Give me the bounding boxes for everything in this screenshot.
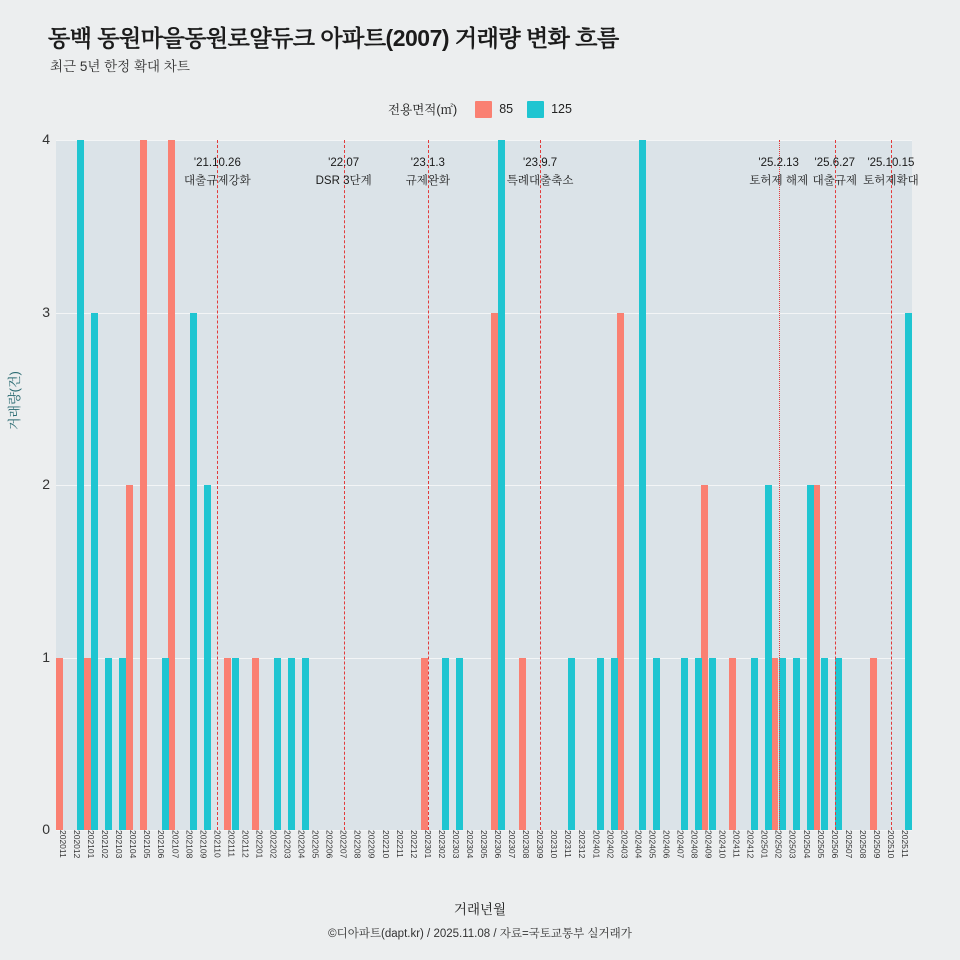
bar[interactable] — [617, 313, 624, 831]
event-line — [835, 140, 836, 830]
event-label-text: 특례대출축소 — [506, 174, 574, 187]
bar[interactable] — [421, 658, 428, 831]
bar[interactable] — [695, 658, 702, 831]
bar[interactable] — [765, 485, 772, 830]
x-tick-label: 202506 — [829, 830, 840, 859]
bar[interactable] — [105, 658, 112, 831]
x-tick-label: 202204 — [296, 830, 307, 859]
bar[interactable] — [498, 140, 505, 830]
legend-swatch-125 — [527, 101, 544, 118]
x-tick-label: 202508 — [857, 830, 868, 859]
event-line — [891, 140, 892, 830]
bar[interactable] — [611, 658, 618, 831]
x-tick-label: 202206 — [324, 830, 335, 859]
bar[interactable] — [84, 658, 91, 831]
legend-item-85[interactable] — [475, 101, 513, 118]
x-tick-label: 202205 — [310, 830, 321, 859]
x-tick-label: 202104 — [128, 830, 139, 859]
event-date: '25.10.15 — [867, 157, 915, 169]
bar[interactable] — [274, 658, 281, 831]
x-tick-label: 202311 — [563, 830, 574, 858]
y-tick-label: 3 — [42, 303, 50, 320]
x-tick-label: 202208 — [352, 830, 363, 859]
event-label-text: DSR 3단계 — [315, 174, 372, 187]
x-tick-label: 202507 — [843, 830, 854, 859]
x-tick-label: 202312 — [577, 830, 588, 859]
bar[interactable] — [442, 658, 449, 831]
event-annotation — [184, 155, 251, 191]
x-tick-label: 202510 — [885, 830, 896, 859]
x-tick-label: 202108 — [184, 830, 195, 859]
x-tick-label: 202111 — [226, 830, 237, 858]
x-tick-label: 202210 — [380, 830, 391, 859]
event-label-text: 대출규제 — [812, 174, 858, 187]
bar[interactable] — [168, 140, 175, 830]
bar[interactable] — [709, 658, 716, 831]
bar[interactable] — [162, 658, 169, 831]
bar[interactable] — [681, 658, 688, 831]
y-tick-label: 0 — [42, 821, 50, 837]
bar[interactable] — [701, 485, 708, 830]
x-tick-label: 202308 — [521, 830, 532, 859]
x-tick-label: 202306 — [493, 830, 504, 859]
y-axis-label: 거래량(건) — [7, 371, 22, 430]
bar[interactable] — [807, 485, 814, 830]
x-tick-label: 202207 — [338, 830, 349, 859]
x-tick-label: 202303 — [450, 830, 461, 859]
x-tick-label: 202505 — [815, 830, 826, 859]
bar[interactable] — [302, 658, 309, 831]
y-gridline — [56, 485, 912, 486]
bar[interactable] — [224, 658, 231, 831]
y-gridline — [56, 313, 912, 314]
legend-label-125: 125 — [551, 102, 572, 116]
event-date: '22.07 — [328, 157, 360, 169]
event-date: '23.9.7 — [523, 157, 558, 169]
bar[interactable] — [232, 658, 239, 831]
x-tick-label: 202409 — [703, 830, 714, 859]
event-annotation — [813, 155, 857, 191]
event-label-text: 대출규제강화 — [184, 174, 251, 187]
chart-legend — [0, 100, 960, 118]
x-tick-label: 202103 — [114, 830, 125, 859]
legend-item-125[interactable] — [527, 101, 572, 118]
x-tick-label: 202502 — [773, 830, 784, 859]
bar[interactable] — [456, 658, 463, 831]
bar[interactable] — [119, 658, 126, 831]
bar[interactable] — [190, 313, 197, 831]
x-tick-label: 202211 — [394, 830, 405, 858]
bar[interactable] — [653, 658, 660, 831]
x-tick-label: 202302 — [436, 830, 447, 859]
event-label-text: 토허제 해제 — [749, 174, 809, 187]
event-line — [779, 140, 780, 830]
bar[interactable] — [56, 658, 63, 831]
event-label-text: 토허제확대 — [863, 174, 919, 187]
x-tick-label: 202301 — [422, 830, 433, 859]
bar[interactable] — [77, 140, 84, 830]
bar[interactable] — [751, 658, 758, 831]
x-tick-label: 202404 — [633, 830, 644, 859]
x-tick-label: 202405 — [647, 830, 658, 859]
x-axis-label: 거래년월 — [453, 902, 507, 917]
bar[interactable] — [204, 485, 211, 830]
bar[interactable] — [905, 313, 912, 831]
x-tick-label: 202101 — [86, 830, 97, 859]
bar[interactable] — [140, 140, 147, 830]
x-tick-label: 202110 — [212, 830, 223, 858]
x-tick-label: 202402 — [605, 830, 616, 859]
event-line — [217, 140, 218, 830]
bar[interactable] — [639, 140, 646, 830]
bar[interactable] — [491, 313, 498, 831]
x-tick-label: 202503 — [787, 830, 798, 859]
x-tick-label: 202408 — [689, 830, 700, 859]
event-date: '25.2.13 — [758, 157, 799, 169]
x-tick-label: 202011 — [58, 830, 69, 858]
event-date: '23.1.3 — [410, 157, 445, 169]
event-annotation — [749, 155, 808, 191]
x-tick-label: 202102 — [100, 830, 111, 859]
page-subtitle: 최근 5년 한정 확대 차트 — [50, 59, 190, 74]
x-tick-label: 202310 — [549, 830, 560, 859]
event-line — [428, 140, 429, 830]
bar[interactable] — [91, 313, 98, 831]
bar[interactable] — [126, 485, 133, 830]
event-line — [344, 140, 345, 830]
x-tick-label: 202105 — [142, 830, 153, 859]
event-annotation — [863, 155, 919, 191]
x-tick-label: 202412 — [745, 830, 756, 859]
bar[interactable] — [835, 658, 842, 831]
chart-footer: ©디아파트(dapt.kr) / 2025.11.08 / 자료=국토교통부 실거래가 — [328, 928, 632, 940]
event-date: '21.10.26 — [193, 157, 241, 169]
bar[interactable] — [252, 658, 259, 831]
x-tick-label: 202410 — [717, 830, 728, 859]
y-tick-label: 1 — [42, 648, 50, 665]
bar[interactable] — [870, 658, 877, 831]
x-tick-label: 202411 — [731, 830, 742, 858]
x-tick-label: 202212 — [408, 830, 419, 859]
y-tick-label: 2 — [42, 476, 50, 492]
event-date: '25.6.27 — [814, 157, 856, 169]
x-tick-label: 202509 — [871, 830, 882, 859]
x-tick-label: 202201 — [254, 830, 265, 859]
x-tick-label: 202407 — [675, 830, 686, 859]
x-tick-label: 202209 — [366, 830, 377, 859]
bar[interactable] — [519, 658, 526, 831]
bar[interactable] — [821, 658, 828, 831]
x-tick-label: 202504 — [801, 830, 812, 859]
x-tick-label: 202107 — [170, 830, 181, 859]
bar[interactable] — [771, 658, 778, 831]
bar[interactable] — [597, 658, 604, 831]
y-tick-label: 4 — [42, 131, 50, 147]
x-tick-label: 202109 — [198, 830, 209, 859]
x-tick-label: 202202 — [268, 830, 279, 859]
x-tick-label: 202403 — [619, 830, 630, 859]
bar[interactable] — [793, 658, 800, 831]
x-tick-label: 202304 — [464, 830, 475, 859]
x-tick-label: 202511 — [899, 830, 910, 858]
bar[interactable] — [729, 658, 736, 831]
event-annotation — [316, 155, 372, 191]
legend-title: 전용면적(㎡) — [388, 103, 458, 117]
event-label-text: 규제완화 — [405, 174, 451, 187]
bar[interactable] — [813, 485, 820, 830]
y-gridline — [56, 140, 912, 141]
plot-area — [42, 131, 912, 837]
x-tick-label: 202012 — [72, 830, 83, 859]
x-tick-label: 202307 — [507, 830, 518, 859]
event-annotation — [507, 155, 574, 191]
x-tick-label: 202112 — [240, 830, 251, 858]
event-annotation — [406, 155, 450, 191]
legend-swatch-85 — [475, 101, 492, 118]
x-tick-label: 202309 — [535, 830, 546, 859]
x-tick-label: 202203 — [282, 830, 293, 859]
page-title: 동백 동원마을동원로얄듀크 아파트(2007) 거래량 변화 흐름 — [48, 25, 619, 51]
bar[interactable] — [568, 658, 575, 831]
bar[interactable] — [779, 658, 786, 831]
x-tick-label: 202501 — [759, 830, 770, 859]
bar[interactable] — [288, 658, 295, 831]
event-line — [540, 140, 541, 830]
x-tick-label: 202401 — [591, 830, 602, 859]
x-tick-label: 202305 — [479, 830, 489, 859]
legend-label-85: 85 — [499, 102, 514, 116]
x-tick-label: 202406 — [661, 830, 672, 859]
x-tick-label: 202106 — [156, 830, 167, 859]
